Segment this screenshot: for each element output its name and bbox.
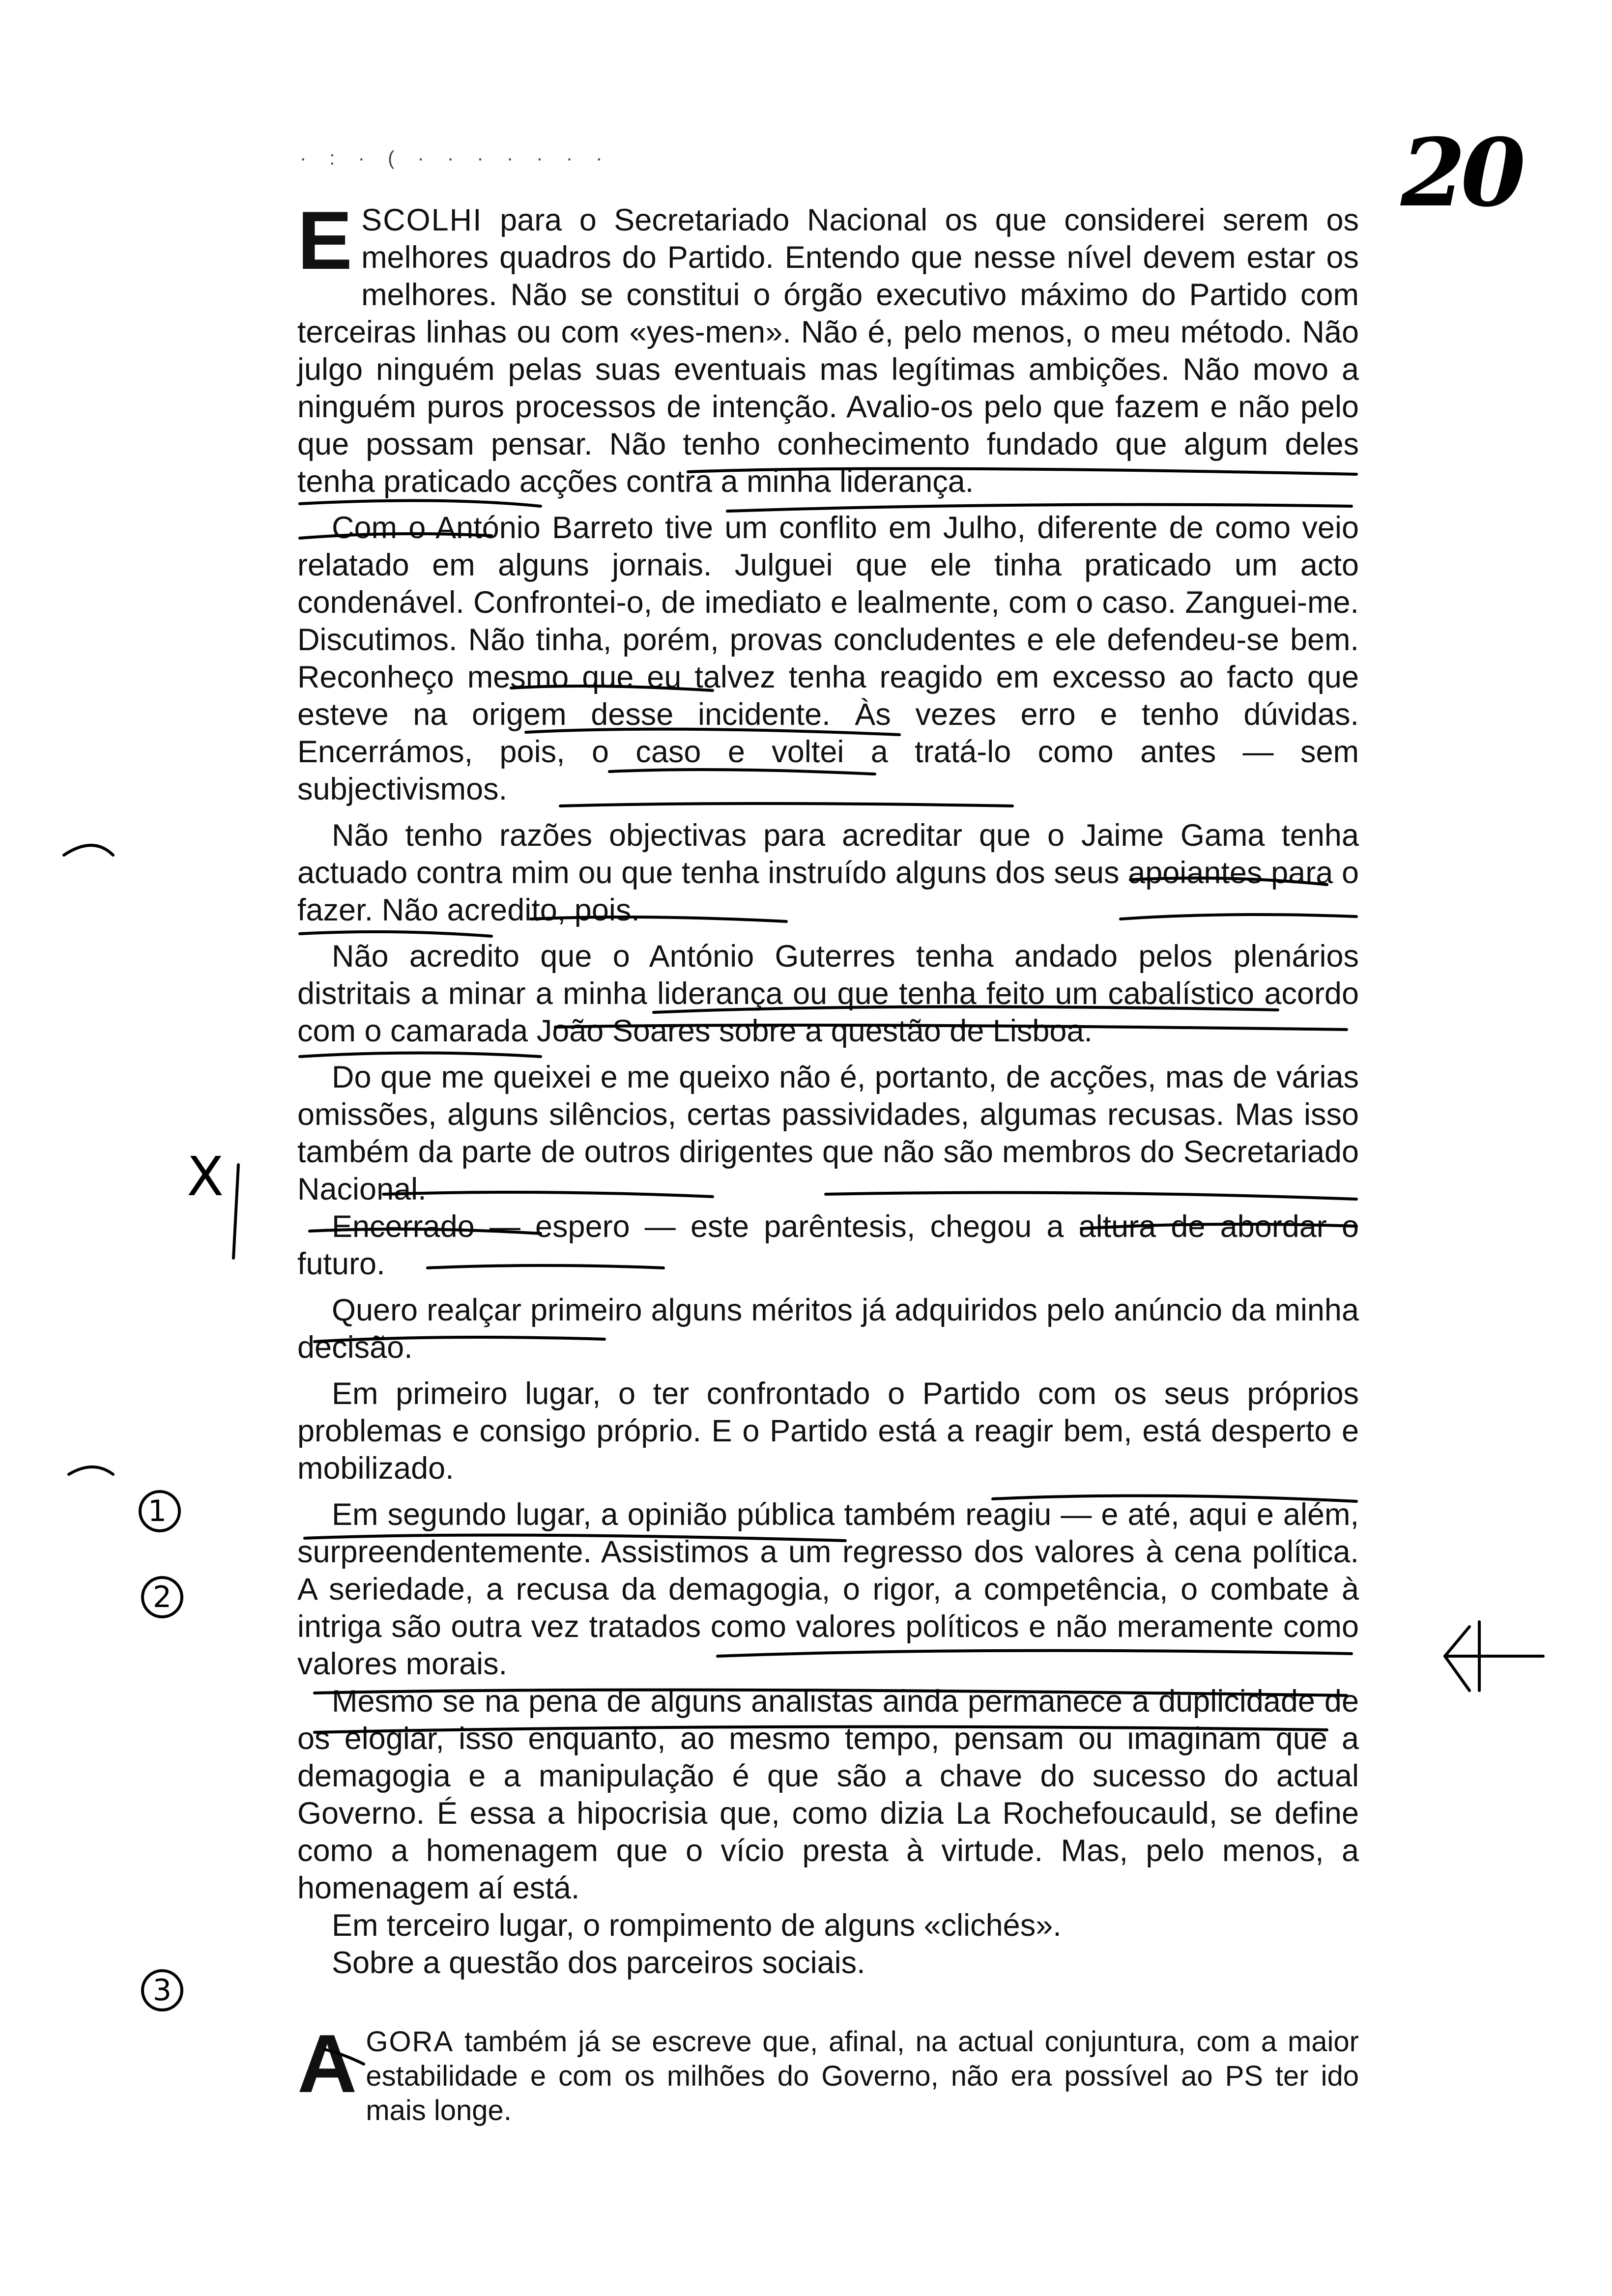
margin-circle-3-label: 3: [152, 1973, 172, 2008]
paragraph-4: Não acredito que o António Guterres tenha andado pelos plenários distritais a minar a minha liderança ou que tenha feito um cabalístico acordo com o camarada João Soares sobre a questão de Lisboa.: [297, 939, 1359, 1048]
margin-hook-mark-2: [69, 1467, 113, 1474]
paragraph-7: Quero realçar primeiro alguns méritos já adquiridos pelo anúncio da minha decisão.: [297, 1293, 1359, 1365]
paragraph-8: Em primeiro lugar, o ter confrontado o Partido com os seus próprios problemas e consigo próprio. E o Partido está a reagir bem, está desperto e mobilizado.: [297, 1377, 1359, 1486]
paragraph-5: Do que me queixei e me queixo não é, portanto, de acções, mas de várias omissões, alguns silêncios, certas passividades, algumas recusas. Mas isso também da parte de outros dirigentes que não são membros do Secretariado Nacional.: [297, 1060, 1359, 1206]
margin-hook-mark: [64, 845, 113, 855]
opening-caps-2: GORA: [366, 2026, 454, 2058]
paragraph-section-2-text: também já se escreve que, afinal, na actual conjuntura, com a maior estabilidade e com os milhões do Governo, não era possível ao PS ter ido mais longe.: [366, 2026, 1359, 2126]
margin-arrow-mark: [1445, 1622, 1543, 1691]
paragraph-2: Com o António Barreto tive um conflito em Julho, diferente de como veio relatado em alguns jornais. Julguei que ele tinha praticado um acto condenável. Confrontei-o, de imediato e lealmente, com o caso. Zanguei-me. Discutimos. Não tinha, porém, provas concludentes e ele defendeu-se bem. Reconheço mesmo que eu talvez tenha reagido em excesso ao facto que esteve na origem desse incidente. Às vezes erro e tenho dúvidas. Encerrámos, pois, o caso e voltei a tratá-lo como antes — sem subjectivismos.: [297, 511, 1359, 806]
handwritten-page-number: 20: [1401, 118, 1521, 228]
paragraph-9: Em segundo lugar, a opinião pública também reagiu — e até, aqui e além, surpreendentemente. Assistimos a um regresso dos valores à cena política. A seriedade, a recusa da demagogia, o rigor, a competência, o combate à intriga são outra vez tratados como valores políticos e não meramente como valores morais.: [297, 1497, 1359, 1681]
paragraph-3: Não tenho razões objectivas para acreditar que o Jaime Gama tenha actuado contra mim ou que tenha instruído alguns dos seus apoiantes para o fazer. Não acredito, pois.: [297, 818, 1359, 927]
margin-vertical-stroke: [233, 1165, 238, 1258]
paragraph-1-text: para o Secretariado Nacional os que considerei serem os melhores quadros do Partido. Entendo que nesse nível devem estar os melhores. Não se constitui o órgão executivo máximo do Partido com terceiras linhas ou com «yes-men». Não é, pelo menos, o meu método. Não julgo ninguém pelas suas eventuais mas legítimas ambições. Não movo a ninguém puros processos de intenção. Avalio-os pelo que fazem e não pelo que possam pensar. Não tenho conhecimento fundado que algum deles tenha praticado acções contra a minha liderança.: [297, 203, 1359, 499]
scan-artifact: · : · ( · · · · · · ·: [300, 147, 611, 169]
paragraph-10: Mesmo se na pena de alguns analistas ainda permanece a duplicidade de os elogiar, isso enquanto, ao mesmo tempo, pensam ou imaginam que a demagogia e a manipulação é que são a chave do sucesso do actual Governo. É essa a hipocrisia que, como dizia La Rochefoucauld, se define como a homenagem que o vício presta à virtude. Mas, pelo menos, a homenagem aí está.: [297, 1684, 1359, 1905]
paragraph-12: Sobre a questão dos parceiros sociais.: [332, 1946, 865, 1980]
margin-circle-2-label: 2: [152, 1580, 172, 1614]
margin-x-mark: X: [187, 1145, 224, 1208]
opening-caps: SCOLHI: [361, 203, 483, 237]
margin-circle-1-label: 1: [147, 1494, 167, 1528]
dropcap-e: E: [297, 194, 353, 287]
paragraph-11: Em terceiro lugar, o rompimento de alguns «clichés».: [332, 1908, 1062, 1943]
dropcap-a: A: [297, 2017, 357, 2110]
paragraph-6: Encerrado — espero — este parêntesis, chegou a altura de abordar o futuro.: [297, 1209, 1359, 1281]
